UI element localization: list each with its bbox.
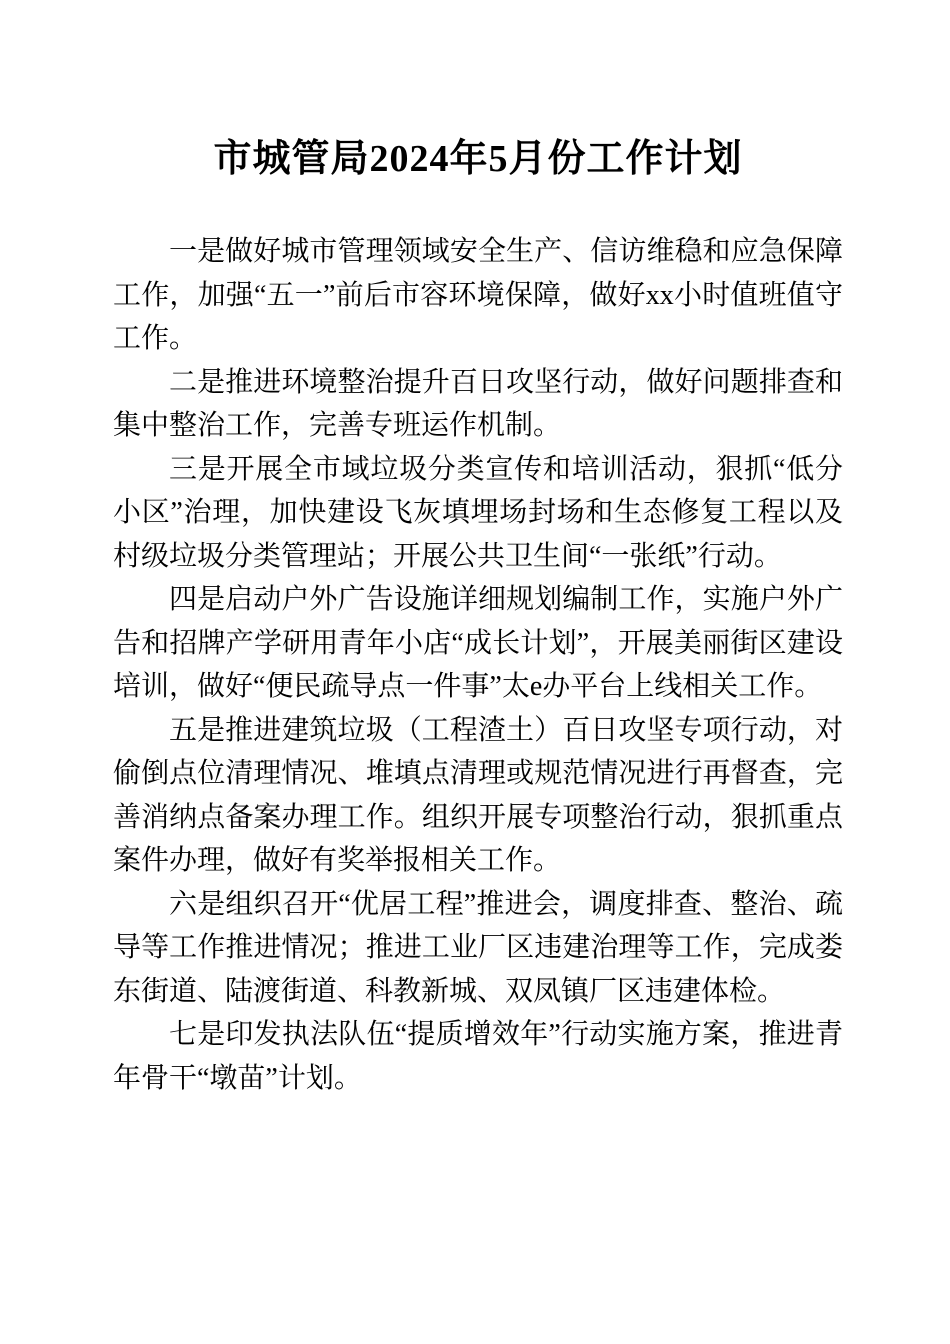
paragraph: 一是做好城市管理领域安全生产、信访维稳和应急保障工作，加强“五一”前后市容环境保障，做好xx小时值班值守工作。 [113, 236, 843, 354]
document-title: 市城管局2024年5月份工作计划 [213, 138, 743, 180]
paragraph: 五是推进建筑垃圾（工程渣土）百日攻坚专项行动，对偷倒点位清理情况、堆填点清理或规范情况进行再督查，完善消纳点备案办理工作。组织开展专项整治行动，狠抓重点案件办理，做好有奖举报相关工作。 [113, 714, 843, 876]
paragraph: 二是推进环境整治提升百日攻坚行动，做好问题排查和集中整治工作，完善专班运作机制。 [113, 366, 843, 441]
paragraph: 三是开展全市域垃圾分类宣传和培训活动，狠抓“低分小区”治理，加快建设飞灰填埋场封场和生态修复工程以及村级垃圾分类管理站；开展公共卫生间“一张纸”行动。 [113, 453, 843, 572]
paragraph: 六是组织召开“优居工程”推进会，调度排查、整治、疏导等工作推进情况；推进工业厂区违建治理等工作，完成娄东街道、陆渡街道、科教新城、双凤镇厂区违建体检。 [113, 888, 843, 1007]
paragraph: 七是印发执法队伍“提质增效年”行动实施方案，推进青年骨干“墩苗”计划。 [113, 1019, 843, 1094]
document-body [113, 230, 843, 1100]
paragraph: 四是启动户外广告设施详细规划编制工作，实施户外广告和招牌产学研用青年小店“成长计划”，开展美丽街区建设培训，做好“便民疏导点一件事”太e办平台上线相关工作。 [113, 584, 843, 702]
